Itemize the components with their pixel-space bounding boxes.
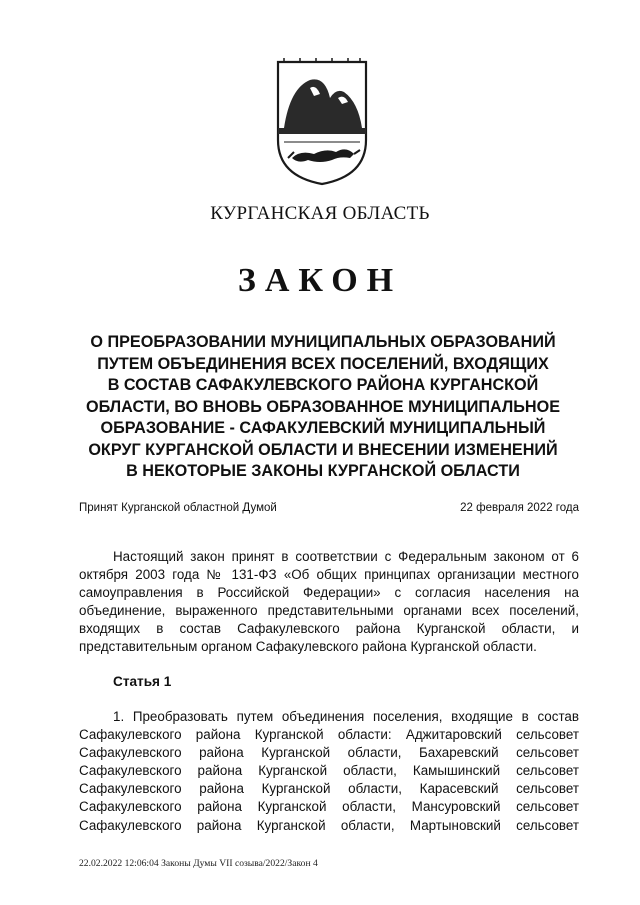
law-title-line: В СОСТАВ САФАКУЛЕВСКОГО РАЙОНА КУРГАНСКОЙ (107, 376, 539, 394)
law-title-line: О ПРЕОБРАЗОВАНИИ МУНИЦИПАЛЬНЫХ ОБРАЗОВАНИЙ (90, 333, 556, 351)
law-title-line: В НЕКОТОРЫЕ ЗАКОНЫ КУРГАНСКОЙ ОБЛАСТИ (126, 462, 520, 480)
adoption-info (79, 502, 579, 514)
article-heading: Статья 1 (113, 674, 172, 689)
law-title (70, 332, 576, 483)
coat-of-arms-icon (270, 58, 374, 188)
article-line: 1. Преобразовать путем объединения поселения, входящие в состав (113, 709, 579, 724)
article-line: Сафакулевского района Курганской области, Карасевский сельсовет (79, 781, 579, 797)
article-line: Сафакулевского района Курганской области, Мартыновский сельсовет (79, 817, 579, 833)
law-title-line: ПУТЕМ ОБЪЕДИНЕНИЯ ВСЕХ ПОСЕЛЕНИЙ, ВХОДЯЩИХ (97, 354, 549, 373)
article-body (79, 708, 579, 835)
document-type: ЗАКОН (237, 262, 403, 299)
law-title-line: ОБРАЗОВАНИЕ - САФАКУЛЕВСКИЙ МУНИЦИПАЛЬНЫЙ (100, 419, 546, 437)
adoption-date: 22 февраля 2022 года (460, 502, 579, 514)
article-line: Сафакулевского района Курганской области, Мансуровский сельсовет (79, 799, 579, 815)
adopted-by: Принят Курганской областной Думой (79, 502, 277, 514)
law-title-line: ОБЛАСТИ, ВО ВНОВЬ ОБРАЗОВАННОЕ МУНИЦИПАЛЬНОЕ (85, 397, 561, 416)
law-title-line: ОКРУГ КУРГАНСКОЙ ОБЛАСТИ И ВНЕСЕНИИ ИЗМЕНЕНИЙ (88, 440, 558, 459)
article-line: Сафакулевского района Курганской области, Бахаревский сельсовет (79, 745, 579, 761)
preamble-paragraph: Настоящий закон принят в соответствии с Федеральным законом от 6 октября 2003 года № 131-ФЗ «Об общих принципах организации местного самоуправления в Российской Федерации» с согласия населения на объединение, выраженного представительными органами всех поселений, входящих в состав Сафакулевского района Курганской области, и представительным органом Сафакулевского района Курганской области. (79, 549, 579, 655)
footer-stamp: 22.02.2022 12:06:04 Законы Думы VII созыва/2022/Закон 4 (79, 858, 318, 869)
article-line: Сафакулевского района Курганской области, Камышинский сельсовет (79, 763, 579, 779)
region-name: КУРГАНСКАЯ ОБЛАСТЬ (210, 203, 430, 224)
article-line: Сафакулевского района Курганской области: Аджитаровский сельсовет (79, 727, 579, 743)
